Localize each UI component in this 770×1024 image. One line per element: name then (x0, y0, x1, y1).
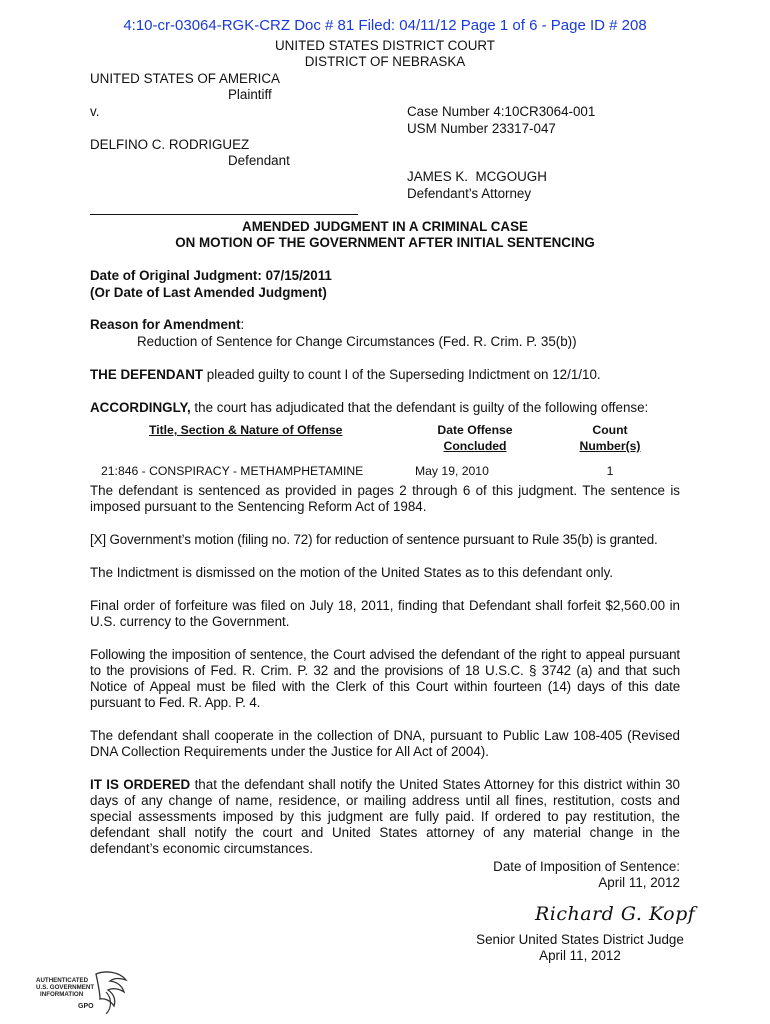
plaintiff-role: Plaintiff (228, 87, 272, 102)
offense-header-count-line2: Number(s) (579, 439, 641, 453)
judge-signature: Richard G. Kopf (535, 903, 696, 925)
court-heading (0, 38, 770, 70)
plaintiff-name: UNITED STATES OF AMERICA (90, 71, 280, 86)
versus: v. (90, 104, 100, 119)
defendant-plea (90, 367, 601, 383)
gpo-eagle-icon (34, 968, 134, 1018)
gpo-authentication-seal (34, 968, 134, 1018)
ordered-text: that the defendant shall notify the United States Attorney for this district within 30 days of any change of name, residence, or mailing address until all fines, restitution, costs and special assessments imposed by this judgment are fully paid. If ordered to pay restitution, the defendant shall notify the court and United States attorney of any material change in the defendant’s economic circumstances. (90, 777, 680, 856)
offense-header-date (400, 422, 550, 454)
accordingly-text: the court has adjudicated that the defendant is guilty of the following offense: (190, 400, 649, 415)
document-title-line1: AMENDED JUDGMENT IN A CRIMINAL CASE (242, 219, 528, 234)
imposition-block (380, 859, 680, 891)
original-judgment-note: (Or Date of Last Amended Judgment) (90, 285, 327, 300)
usm-number: USM Number 23317-047 (407, 121, 556, 136)
accordingly-lead: ACCORDINGLY, (90, 400, 191, 415)
docket-header-stamp: 4:10-cr-03064-RGK-CRZ Doc # 81 Filed: 04/11/12 Page 1 of 6 - Page ID # 208 (123, 17, 647, 34)
offense-header-date-line2: Concluded (443, 439, 507, 453)
offense-header-title: Title, Section & Nature of Offense (149, 423, 343, 437)
offense-name: 21:846 - CONSPIRACY - METHAMPHETAMINE (101, 464, 364, 478)
document-title-line2: ON MOTION OF THE GOVERNMENT AFTER INITIAL SENTENCING (175, 235, 595, 250)
signature-rule (90, 214, 358, 215)
imposition-label: Date of Imposition of Sentence: (493, 859, 680, 874)
attorney-role: Defendant’s Attorney (407, 186, 532, 201)
offense-date: May 19, 2010 (415, 464, 489, 478)
document-title (0, 219, 770, 251)
ordered-lead: IT IS ORDERED (90, 777, 191, 792)
imposition-date: April 11, 2012 (598, 875, 680, 890)
defendant-plea-lead: THE DEFENDANT (90, 367, 204, 382)
defendant-name: DELFINO C. RODRIGUEZ (90, 137, 250, 152)
reason-heading (90, 317, 244, 333)
offense-header-date-line1: Date Offense (437, 423, 513, 437)
dna-paragraph: The defendant shall cooperate in the collection of DNA, pursuant to Public Law 108-405 (Revised DNA Collection Requirements under the Justice for All Act of 2004). (90, 728, 680, 759)
reason-label: Reason for Amendment (90, 317, 241, 332)
ordered-paragraph (90, 777, 680, 857)
judge-block (440, 932, 720, 964)
offense-header-count-line1: Count (592, 423, 628, 437)
accordingly-statement (90, 400, 648, 416)
defendant-plea-text: pleaded guilty to count I of the Superseding Indictment on 12/1/10. (203, 367, 601, 382)
attorney-name: JAMES K. MCGOUGH (407, 169, 547, 184)
defendant-role: Defendant (228, 153, 290, 168)
reason-colon: : (240, 317, 245, 332)
gpo-seal-line1: AUTHENTICATED (36, 977, 89, 984)
judge-title: Senior United States District Judge (476, 932, 684, 947)
court-district: DISTRICT OF NEBRASKA (304, 54, 466, 69)
appeal-paragraph: Following the imposition of sentence, the Court advised the defendant of the right to appeal pursuant to the provisions of Fed. R. Crim. P. 32 and the provisions of 18 U.S.C. § 3742 (a) and that such Notice of Appeal must be filed with the Clerk of this Court within fourteen (14) days of this date pursuant to Fed. R. App. P. 4. (90, 647, 680, 710)
reason-text: Reduction of Sentence for Change Circumstances (Fed. R. Crim. P. 35(b)) (137, 334, 577, 349)
case-number: Case Number 4:10CR3064-001 (407, 104, 596, 119)
court-name: UNITED STATES DISTRICT COURT (275, 38, 495, 53)
offense-header-count (565, 422, 655, 454)
original-judgment-date: Date of Original Judgment: 07/15/2011 (90, 268, 332, 283)
gpo-seal-mark: GPO (78, 1003, 94, 1010)
motion-paragraph: [X] Government’s motion (filing no. 72) for reduction of sentence pursuant to Rule 35(b) is granted. (90, 532, 658, 547)
dismissed-paragraph: The Indictment is dismissed on the motion of the United States as to this defendant only. (90, 565, 614, 580)
forfeiture-paragraph: Final order of forfeiture was filed on July 18, 2011, finding that Defendant shall forfeit $2,560.00 in U.S. currency to the Government. (90, 598, 680, 629)
judge-signature-date: April 11, 2012 (539, 948, 621, 963)
offense-count: 1 (606, 464, 614, 478)
sentenced-paragraph: The defendant is sentenced as provided in pages 2 through 6 of this judgment. The sentence is imposed pursuant to the Sentencing Reform Act of 1984. (90, 483, 680, 514)
gpo-seal-line2: U.S. GOVERNMENT (36, 984, 95, 991)
gpo-seal-line3: INFORMATION (40, 991, 84, 998)
